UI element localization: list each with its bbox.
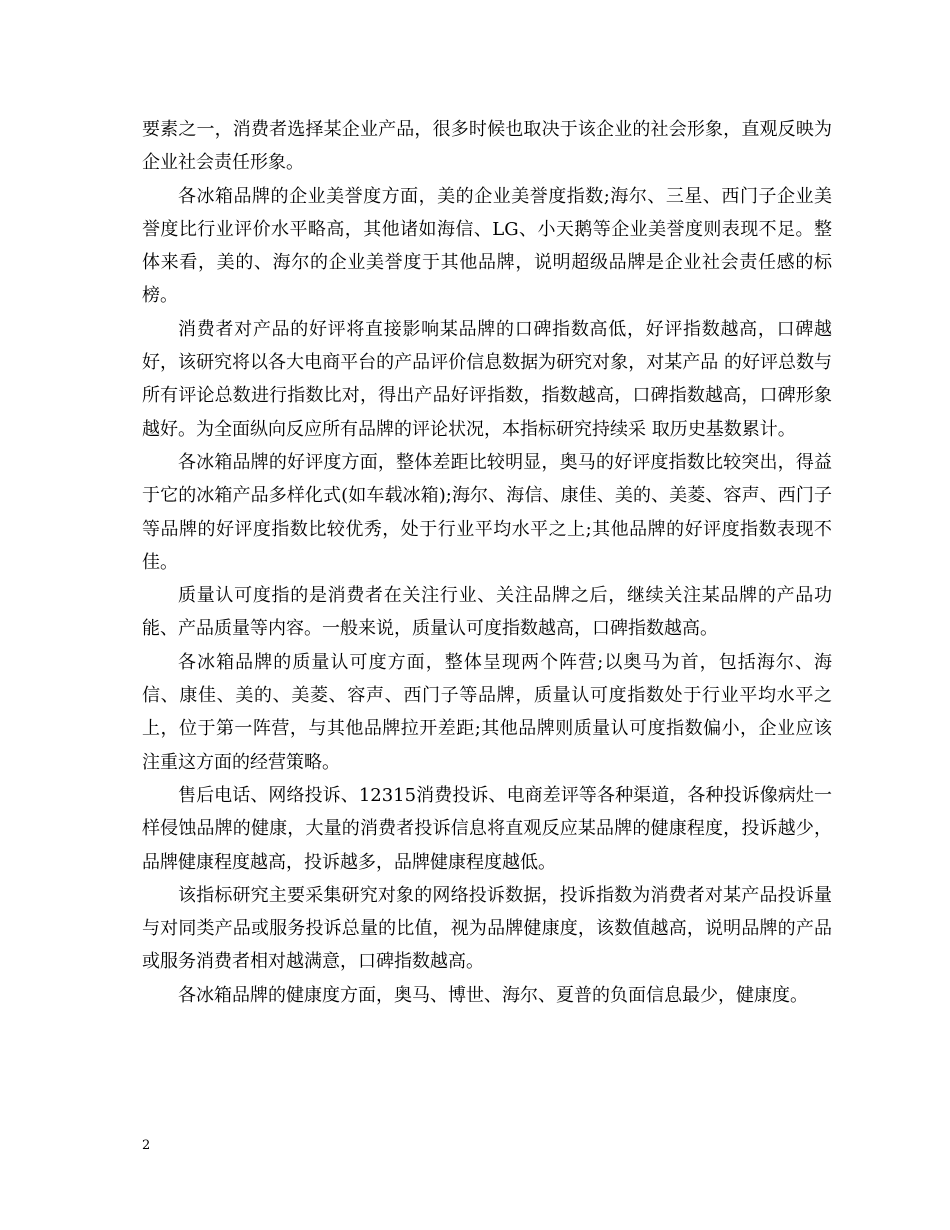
- paragraph: 质量认可度指的是消费者在关注行业、关注品牌之后，继续关注某品牌的产品功能、产品质量等内容。一般来说，质量认可度指数越高，口碑指数越高。: [142, 585, 832, 640]
- body-text: [142, 113, 832, 1012]
- paragraph: 该指标研究主要采集研究对象的网络投诉数据，投诉指数为消费者对某产品投诉量与对同类产品或服务投诉总量的比值，视为品牌健康度，该数值越高，说明品牌的产品或服务消费者相对越满意，口碑指数越高。: [142, 884, 832, 973]
- paragraph: 各冰箱品牌的企业美誉度方面，美的企业美誉度指数;海尔、三星、西门子企业美誉度比行业评价水平略高，其他诸如海信、LG、小天鹅等企业美誉度则表现不足。整体来看，美的、海尔的企业美誉度于其他品牌，说明超级品牌是企业社会责任感的标榜。: [142, 185, 832, 307]
- page-number: 2: [142, 1138, 151, 1153]
- paragraph: 各冰箱品牌的好评度方面，整体差距比较明显，奥马的好评度指数比较突出，得益于它的冰箱产品多样化式(如车载冰箱);海尔、海信、康佳、美的、美菱、容声、西门子等品牌的好评度指数比较优秀，处于行业平均水平之上;其他品牌的好评度指数表现不佳。: [142, 451, 832, 573]
- paragraph-continued: 要素之一，消费者选择某企业产品，很多时候也取决于该企业的社会形象，直观反映为企业社会责任形象。: [142, 119, 832, 174]
- paragraph: 各冰箱品牌的质量认可度方面，整体呈现两个阵营;以奥马为首，包括海尔、海信、康佳、美的、美菱、容声、西门子等品牌，质量认可度指数处于行业平均水平之上，位于第一阵营，与其他品牌拉开差距;其他品牌则质量认可度指数偏小，企业应该注重这方面的经营策略。: [142, 651, 832, 773]
- paragraph: 各冰箱品牌的健康度方面，奥马、博世、海尔、夏普的负面信息最少，健康度。: [178, 984, 808, 1006]
- paragraph: 消费者对产品的好评将直接影响某品牌的口碑指数高低，好评指数越高，口碑越好，该研究将以各大电商平台的产品评价信息数据为研究对象，对某产品 的好评总数与所有评论总数进行指数比对，得出产品好评指数，指数越高，口碑指数越高，口碑形象越好。为全面纵向反应所有品牌的评论状况，本指标研究持续采 取历史基数累计。: [142, 318, 832, 440]
- paragraph: 售后电话、网络投诉、12315消费投诉、电商差评等各种渠道，各种投诉像病灶一样侵蚀品牌的健康，大量的消费者投诉信息将直观反应某品牌的健康程度，投诉越少，品牌健康程度越高，投诉越多，品牌健康程度越低。: [142, 784, 832, 873]
